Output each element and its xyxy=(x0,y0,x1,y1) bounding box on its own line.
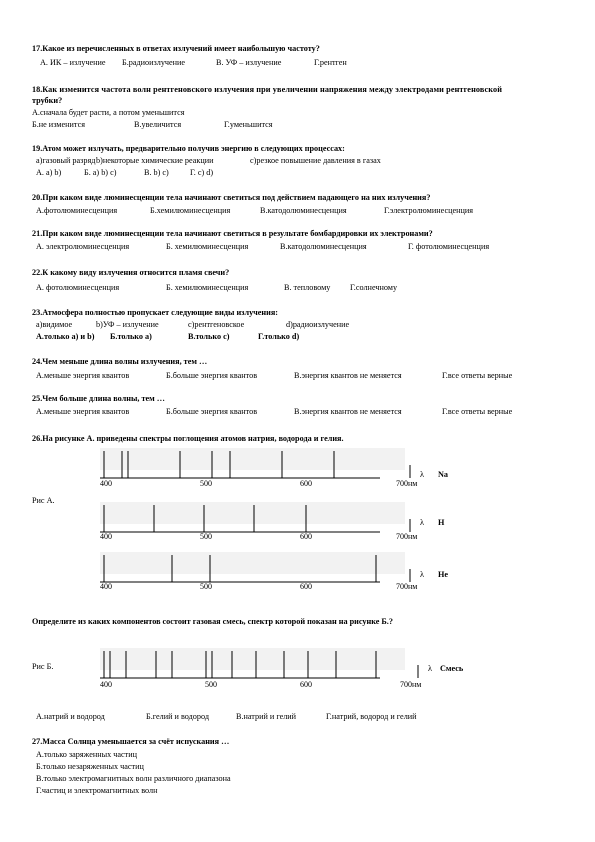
question-26: 26.На рисунке А. приведены спектры поглощения атомов натрия, водорода и гелия. xyxy=(32,434,344,443)
answer-d[interactable]: Г.уменьшится xyxy=(224,120,273,129)
item-d: d)радиоизлучение xyxy=(286,320,350,329)
answer-c[interactable]: В.только электромагнитных волн различного диапазона xyxy=(36,774,231,783)
answer-d[interactable]: Г.все ответы верные xyxy=(442,371,513,380)
answer-a[interactable]: А. а) b) xyxy=(36,168,62,177)
answer-c[interactable]: В. УФ – излучение xyxy=(216,58,282,67)
answer-d[interactable]: Г. с) d) xyxy=(190,168,214,177)
tick-500: 500 xyxy=(205,680,217,689)
answer-b[interactable]: Б.радиоизлучение xyxy=(122,58,186,67)
answer-b[interactable]: Б.гелий и водород xyxy=(146,712,210,721)
answer-b[interactable]: Б.не изменится xyxy=(32,120,85,129)
tick-700: 700нм xyxy=(396,532,418,541)
question-22: 22.К какому виду излучения относится пламя свечи? xyxy=(32,268,230,277)
tick-600: 600 xyxy=(300,532,312,541)
answers-23 xyxy=(36,332,299,342)
label-he: He xyxy=(438,570,449,579)
answer-c[interactable]: В.натрий и гелий xyxy=(236,712,297,721)
answers-19 xyxy=(36,168,213,178)
answer-c[interactable]: В.катодолюминесценция xyxy=(260,206,347,215)
spectrum-band xyxy=(100,552,405,574)
answer-c[interactable]: В. тепловому xyxy=(284,283,331,292)
answer-d[interactable]: Г.солнечному xyxy=(350,283,398,292)
tick-500: 500 xyxy=(200,479,212,488)
answers-24 xyxy=(36,371,512,381)
answer-d[interactable]: Г.натрий, водород и гелий xyxy=(326,712,417,721)
items-19 xyxy=(36,156,381,166)
answers-17 xyxy=(40,58,347,68)
tick-600: 600 xyxy=(300,680,312,689)
question-26-sub: Определите из каких компонентов состоит газовая смесь, спектр которой показан на рисунке Б.? xyxy=(32,617,393,626)
answer-a[interactable]: А.только а) и b) xyxy=(36,332,95,341)
figure-b-label: Рис Б. xyxy=(32,662,54,671)
question-27: 27.Масса Солнца уменьшается за счёт испускания … xyxy=(32,737,230,746)
answer-b[interactable]: Б.больше энергия квантов xyxy=(166,371,258,380)
lambda-symbol: λ xyxy=(428,664,432,673)
tick-400: 400 xyxy=(100,680,112,689)
question-23: 23.Атмосфера полностью пропускает следующие виды излучения: xyxy=(32,308,278,317)
answers-21 xyxy=(36,242,489,252)
question-17: 17.Какое из перечисленных в ответах излучений имеет наибольшую частоту? xyxy=(32,44,320,53)
item-b: b)УФ – излучение xyxy=(96,320,159,329)
answer-c[interactable]: В.энергия квантов не меняется xyxy=(294,407,402,416)
answers-25 xyxy=(36,407,512,417)
items-23 xyxy=(36,320,349,330)
lambda-symbol: λ xyxy=(420,518,424,527)
tick-500: 500 xyxy=(200,532,212,541)
answers-18 xyxy=(32,120,273,130)
answer-b[interactable]: Б. а) b) с) xyxy=(84,168,117,177)
item-a: а)видимое xyxy=(36,320,73,329)
question-20: 20.При каком виде люминесценции тела начинают светиться под действием падающего на них излучения? xyxy=(32,193,431,202)
answer-d[interactable]: Г.электролюминесценция xyxy=(384,206,474,215)
label-mix: Смесь xyxy=(440,664,464,673)
answer-c[interactable]: В.энергия квантов не меняется xyxy=(294,371,402,380)
answer-b[interactable]: Б.больше энергия квантов xyxy=(166,407,258,416)
item-c: с)резкое повышение давления в газах xyxy=(250,156,381,165)
answers-20 xyxy=(36,206,473,216)
answer-d[interactable]: Г. фотолюминесценция xyxy=(408,242,490,251)
answer-a[interactable]: А. фотолюминесценция xyxy=(36,283,120,292)
question-18-cont: трубки? xyxy=(32,96,63,105)
answer-b[interactable]: Б.только незаряженных частиц xyxy=(36,762,144,771)
answer-a[interactable]: А.меньше энергия квантов xyxy=(36,371,130,380)
tick-700: 700нм xyxy=(396,582,418,591)
tick-400: 400 xyxy=(100,479,112,488)
figure-a-label: Рис А. xyxy=(32,496,55,505)
lambda-symbol: λ xyxy=(420,570,424,579)
lambda-symbol: λ xyxy=(420,470,424,479)
answer-c[interactable]: В.катодолюминесценция xyxy=(280,242,367,251)
answer-a[interactable]: А. электролюминесценция xyxy=(36,242,130,251)
tick-500: 500 xyxy=(200,582,212,591)
answer-b[interactable]: Б.только а) xyxy=(110,332,152,341)
tick-600: 600 xyxy=(300,582,312,591)
spectrum-band xyxy=(100,448,405,470)
tick-700: 700нм xyxy=(396,479,418,488)
spectrum-band xyxy=(100,648,405,670)
answer-a[interactable]: А.натрий и водород xyxy=(36,712,105,721)
answer-a[interactable]: А.меньше энергия квантов xyxy=(36,407,130,416)
answer-d[interactable]: Г.частиц и электромагнитных волн xyxy=(36,786,158,795)
question-19: 19.Атом может излучать, предварительно получив энергию в следующих процессах: xyxy=(32,144,345,153)
question-25: 25.Чем больше длина волны, тем … xyxy=(32,394,165,403)
answer-c[interactable]: В.увеличится xyxy=(134,120,182,129)
answers-26 xyxy=(36,712,417,722)
label-h: H xyxy=(438,518,445,527)
answer-b[interactable]: Б. хемилюминесценция xyxy=(166,283,249,292)
question-18: 18.Как изменится частота волн рентгеновского излучения при увеличении напряжения между электродами рентгеновской xyxy=(32,85,503,94)
answer-b[interactable]: Б. хемилюминесценция xyxy=(166,242,249,251)
answer-c[interactable]: В.только с) xyxy=(188,332,230,341)
tick-700: 700нм xyxy=(400,680,422,689)
label-na: Na xyxy=(438,470,449,479)
tick-400: 400 xyxy=(100,532,112,541)
answer-a[interactable]: А.сначала будет расти, а потом уменьшится xyxy=(32,108,185,117)
answer-c[interactable]: В. b) с) xyxy=(144,168,169,177)
answer-d[interactable]: Г.рентген xyxy=(314,58,347,67)
tick-600: 600 xyxy=(300,479,312,488)
answer-a[interactable]: А. ИК – излучение xyxy=(40,58,106,67)
question-24: 24.Чем меньше длина волны излучения, тем … xyxy=(32,357,208,366)
item-c: с)рентгеновское xyxy=(188,320,245,329)
answers-22 xyxy=(36,283,397,293)
answer-a[interactable]: А.только заряженных частиц xyxy=(36,750,137,759)
answer-d[interactable]: Г.все ответы верные xyxy=(442,407,513,416)
answer-d[interactable]: Г.только d) xyxy=(258,332,300,341)
item-a: а)газовый разряд xyxy=(36,156,96,165)
tick-400: 400 xyxy=(100,582,112,591)
item-b: b)некоторые химические реакции xyxy=(96,156,214,165)
answer-a[interactable]: А.фотолюминесценция xyxy=(36,206,118,215)
question-21: 21.При каком виде люминесценции тела начинают светиться в результате бомбардировки их электронами? xyxy=(32,229,433,238)
answer-b[interactable]: Б.хемилюминесценция xyxy=(150,206,231,215)
spectrum-band xyxy=(100,502,405,524)
